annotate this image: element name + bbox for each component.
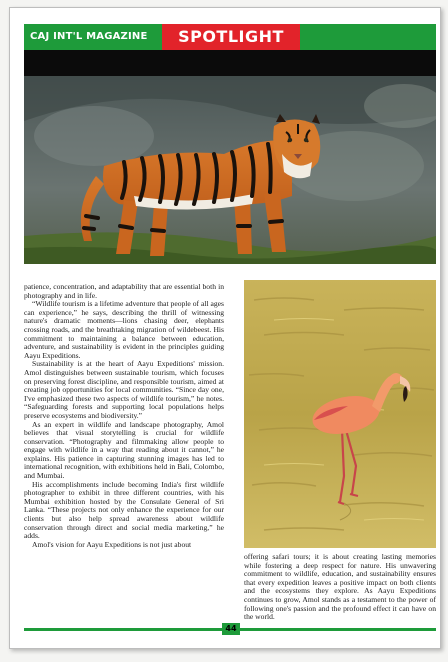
flamingo-image	[244, 280, 436, 548]
section-title: SPOTLIGHT	[162, 24, 300, 50]
tiger-photo	[24, 76, 436, 264]
article-column-right	[244, 553, 436, 622]
magazine-page	[9, 7, 441, 649]
page-header	[24, 24, 436, 50]
page-number: 44	[222, 623, 240, 635]
tiger-image	[24, 76, 436, 264]
header-green-bar	[300, 24, 436, 50]
flamingo-photo	[244, 280, 436, 548]
article-paragraph: “Wildlife tourism is a lifetime adventure that people of all ages can experience,” he says, describing the thrill of witnessing nature's dramatic moments—lions chasing deer, elephants crossing roads, and the breathtaking migration of wildebeest. His commitment to maintaining a balance between education, adventure, and sustainability is evident in the principles guiding Aayu Expeditions.	[24, 299, 224, 360]
article-paragraph: His accomplishments include becoming India's first wildlife photographer to exhibit in three different countries, with his Mumbai exhibition hosted by the Consulate General of Sri Lanka. “These projects not only enhance the experience for our clients but also help spread awareness about wildlife conservation through direct and social media marketing,” he adds.	[24, 479, 224, 541]
article-paragraph: Amol's vision for Aayu Expeditions is not just about	[32, 539, 192, 549]
article-paragraph: As an expert in wildlife and landscape photography, Amol believes that visual storytelling is crucial for wildlife conservation. “Photography and filmmaking allow people to engage with wildlife in a way that reading about it cannot,” he explains. His patience in capturing stunning images has led to international recognition, with exhibitions held in Bali, Colombo, and Mumbai.	[24, 419, 224, 481]
article-paragraph: patience, concentration, and adaptability that are essential both in photography and in life.	[24, 282, 224, 300]
article-column-left	[24, 283, 224, 549]
article-paragraph: offering safari tours; it is about creating lasting memories while fostering a deep respect for nature. His unwavering commitment to wildlife, education, and sustainability ensures that every expedition leaves a positive impact on both clients and the ecosystems they explore. As Aayu Expeditions continues to grow, Amol stands as a testament to the power of following one's passion and the profound effect it can have on the world.	[244, 552, 436, 622]
header-black-band	[24, 50, 436, 76]
magazine-name: CAJ INT'L MAGAZINE	[24, 24, 162, 50]
article-paragraph: Sustainability is at the heart of Aayu Expeditions' mission. Amol distinguishes between sustainable tourism, which focuses on preserving forest discipline, and responsible tourism, aimed at creating job opportunities for local communities. “Since day one, I've emphasized these two aspects of wildlife tourism,” he notes. “Safeguarding forests and supporting local populations helps preserve ecosystems and biodiversity.”	[24, 359, 224, 420]
